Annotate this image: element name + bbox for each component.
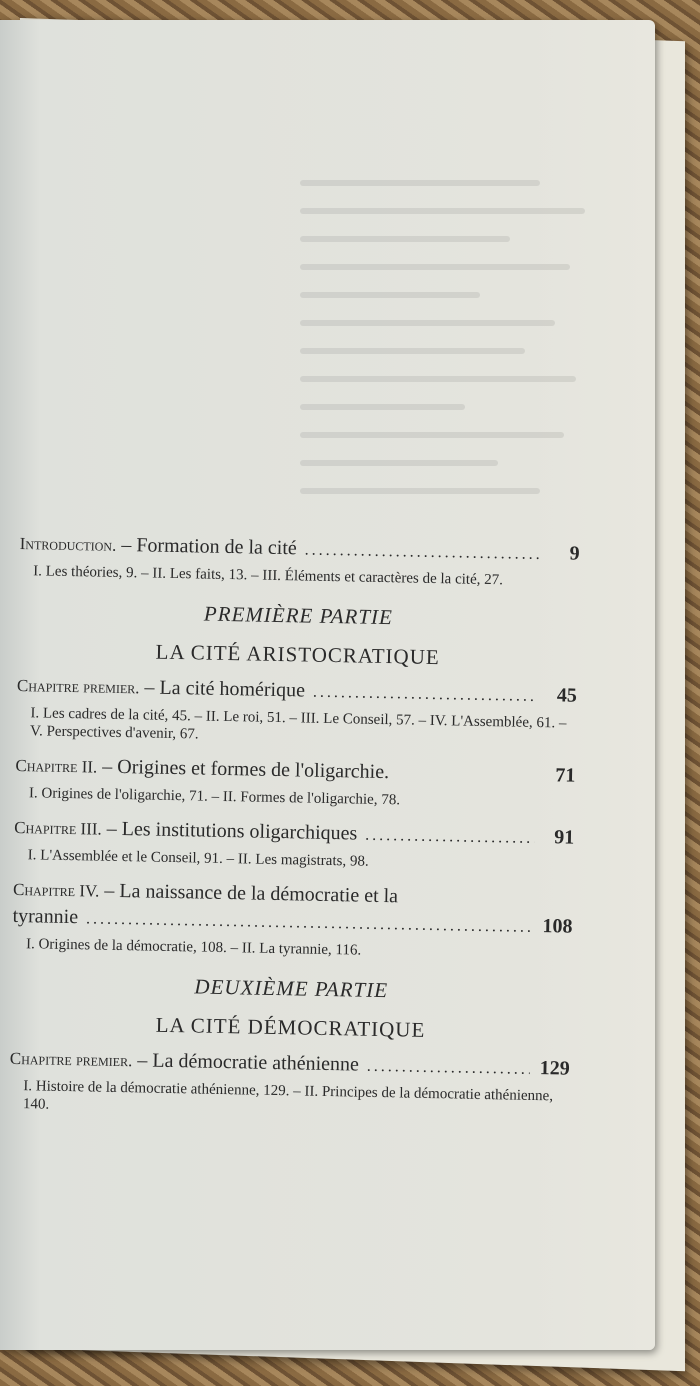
part-title: DEUXIÈME PARTIE — [194, 974, 389, 1003]
toc-entry-chapter — [9, 1045, 570, 1124]
entry-subsections: I. Les théories, 9. – II. Les faits, 13. – III. Éléments et caractères de la cité, 27. — [33, 563, 504, 589]
entry-subsections: I. Histoire de la démocratie athénienne, 129. – II. Principes de la démocratie athénienne, 140. — [22, 1078, 554, 1113]
part-heading-2 — [10, 971, 571, 1046]
entry-title: – La naissance de la démocratie et la — [104, 879, 399, 908]
page-number: 91 — [553, 826, 575, 849]
entry-title: – La cité homérique — [144, 676, 306, 702]
part-heading-1 — [17, 598, 578, 673]
entry-label: Chapitre III. — [14, 817, 102, 839]
page-number: 9 — [569, 542, 580, 565]
part-subtitle: LA CITÉ DÉMOCRATIQUE — [155, 1012, 426, 1042]
toc-entry-introduction — [19, 530, 580, 591]
entry-subsections: I. L'Assemblée et le Conseil, 91. – II. Les magistrats, 98. — [27, 847, 369, 870]
page-number: 129 — [539, 1057, 570, 1080]
page-number: 71 — [555, 764, 576, 787]
entry-title: – La démocratie athénienne — [137, 1049, 360, 1076]
toc-entry-chapter — [16, 672, 577, 751]
entry-title: – Les institutions oligarchiques — [106, 817, 358, 845]
entry-label: Chapitre II. — [15, 755, 98, 777]
book-page — [0, 20, 655, 1350]
show-through-text — [300, 180, 600, 540]
entry-subsections: I. Origines de la démocratie, 108. – II. La tyrannie, 116. — [25, 936, 362, 959]
page-number: 45 — [556, 684, 578, 707]
table-of-contents — [9, 530, 580, 1136]
part-title: PREMIÈRE PARTIE — [203, 601, 394, 630]
dot-leader — [357, 823, 534, 852]
entry-label: Chapitre IV. — [12, 879, 100, 901]
toc-entry-chapter — [12, 876, 573, 964]
entry-title-continued: tyrannie — [12, 904, 79, 929]
entry-subsections: I. Les cadres de la cité, 45. – II. Le roi, 51. – III. Le Conseil, 57. – IV. L'Assemblée, 61. – V. Perspectives d'avenir, 67. — [29, 705, 567, 743]
dot-leader — [305, 680, 537, 710]
entry-subsections: I. Origines de l'oligarchie, 71. – II. Formes de l'oligarchie, 78. — [28, 785, 401, 809]
toc-entry-chapter — [14, 814, 575, 875]
entry-title: – Formation de la cité — [121, 533, 298, 560]
page-number: 108 — [542, 915, 573, 938]
dot-leader — [359, 1054, 530, 1083]
dot-leader — [297, 537, 540, 568]
part-subtitle: LA CITÉ ARISTOCRATIQUE — [155, 639, 440, 670]
entry-label: Chapitre premier. — [16, 675, 140, 698]
toc-entry-chapter — [15, 752, 576, 813]
entry-label: Chapitre premier. — [9, 1048, 133, 1071]
entry-title: – Origines et formes de l'oligarchie. — [102, 755, 390, 784]
entry-label: Introduction. — [19, 533, 117, 555]
dot-leader — [78, 906, 533, 941]
